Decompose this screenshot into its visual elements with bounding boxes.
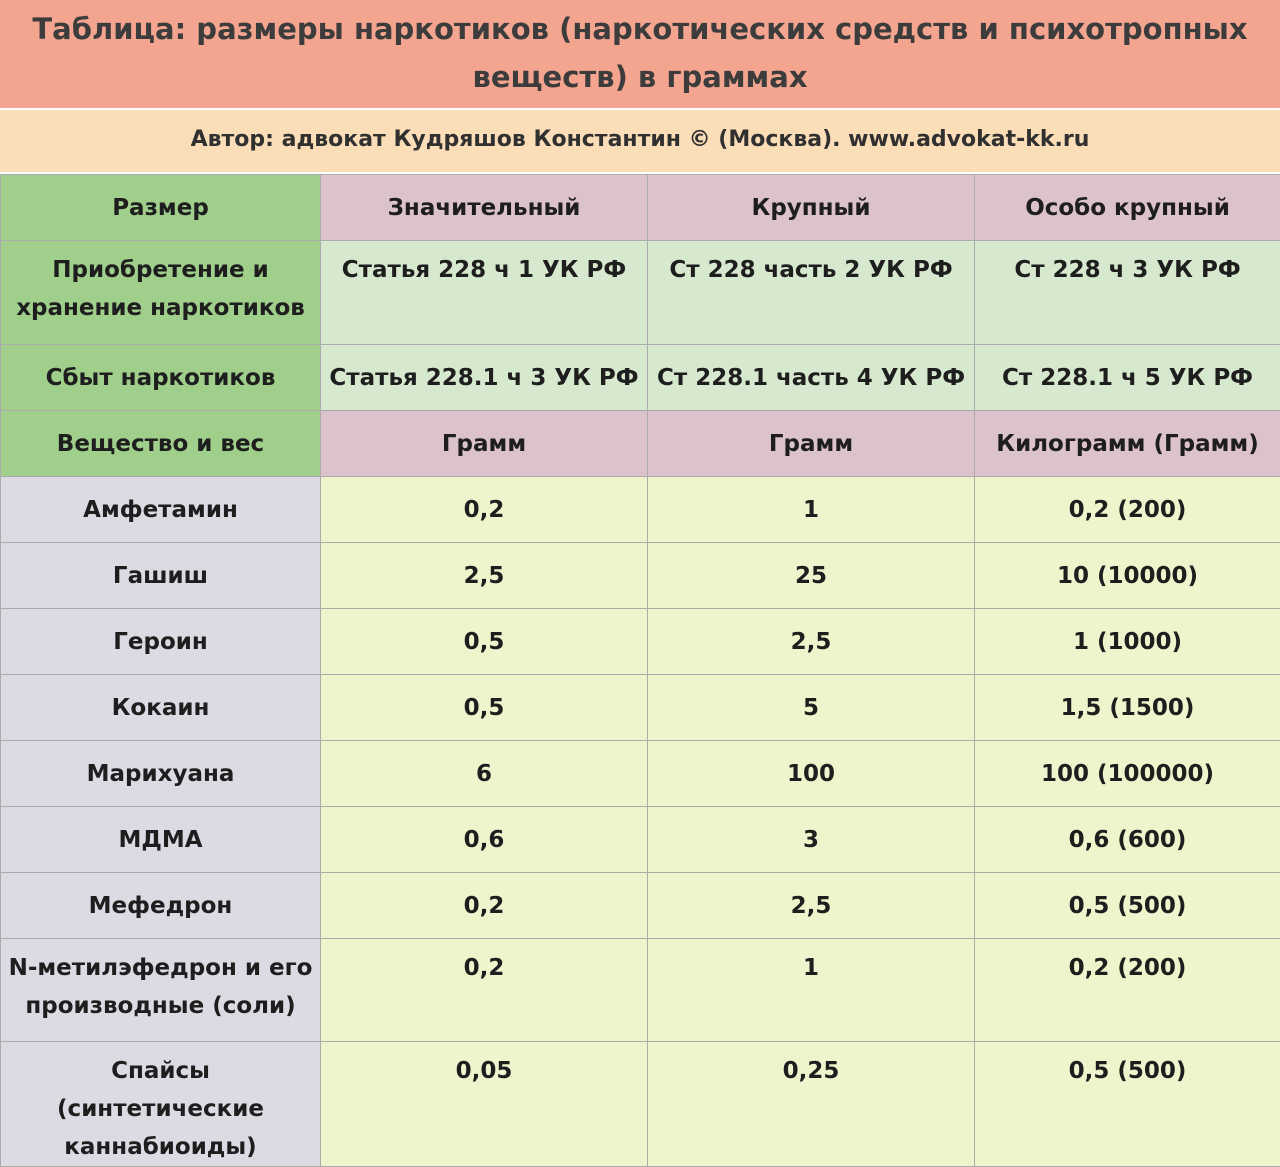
units-label: Вещество и вес <box>1 411 321 477</box>
header-large: Крупный <box>648 175 975 241</box>
substance-name: Героин <box>1 609 321 675</box>
amount-cell: 0,2 <box>321 477 648 543</box>
amount-cell: 0,25 <box>648 1042 975 1167</box>
amount-cell: 2,5 <box>321 543 648 609</box>
amount-cell: 0,6 <box>321 807 648 873</box>
substance-name: N-метилэфедрон и его производные (соли) <box>1 939 321 1042</box>
article-row-possession <box>1 241 1280 345</box>
substance-name: Марихуана <box>1 741 321 807</box>
table-row <box>1 873 1280 939</box>
amount-cell: 100 <box>648 741 975 807</box>
amount-cell: 100 (100000) <box>975 741 1280 807</box>
amount-cell: 10 (10000) <box>975 543 1280 609</box>
amount-cell: 0,2 (200) <box>975 939 1280 1042</box>
amount-cell: 0,5 (500) <box>975 1042 1280 1167</box>
unit-cell: Грамм <box>321 411 648 477</box>
table-row <box>1 477 1280 543</box>
article-cell: Статья 228.1 ч 3 УК РФ <box>321 345 648 411</box>
header-especially-large: Особо крупный <box>975 175 1280 241</box>
article-cell: Статья 228 ч 1 УК РФ <box>321 241 648 345</box>
substance-name: Мефедрон <box>1 873 321 939</box>
amount-cell: 2,5 <box>648 873 975 939</box>
substance-name: Кокаин <box>1 675 321 741</box>
substance-name: Спайсы (синтетические каннабиоиды) <box>1 1042 321 1167</box>
amount-cell: 6 <box>321 741 648 807</box>
amount-cell: 3 <box>648 807 975 873</box>
article-label: Приобретение и хранение наркотиков <box>1 241 321 345</box>
table-row <box>1 807 1280 873</box>
units-row <box>1 411 1280 477</box>
amount-cell: 0,5 <box>321 675 648 741</box>
table-row <box>1 1042 1280 1167</box>
page-title: Таблица: размеры наркотиков (наркотических средств и психотропных веществ) в граммах <box>0 0 1280 110</box>
amount-cell: 0,6 (600) <box>975 807 1280 873</box>
header-significant: Значительный <box>321 175 648 241</box>
unit-cell: Килограмм (Грамм) <box>975 411 1280 477</box>
table-row <box>1 675 1280 741</box>
amount-cell: 0,05 <box>321 1042 648 1167</box>
article-label: Сбыт наркотиков <box>1 345 321 411</box>
article-row-sale <box>1 345 1280 411</box>
amount-cell: 1 (1000) <box>975 609 1280 675</box>
article-cell: Ст 228.1 ч 5 УК РФ <box>975 345 1280 411</box>
amount-cell: 1 <box>648 477 975 543</box>
amount-cell: 0,5 (500) <box>975 873 1280 939</box>
table-row <box>1 609 1280 675</box>
substance-name: Амфетамин <box>1 477 321 543</box>
amount-cell: 0,2 (200) <box>975 477 1280 543</box>
unit-cell: Грамм <box>648 411 975 477</box>
amount-cell: 2,5 <box>648 609 975 675</box>
amount-cell: 5 <box>648 675 975 741</box>
drug-sizes-table <box>0 174 1280 1167</box>
table-row <box>1 741 1280 807</box>
table-row <box>1 543 1280 609</box>
amount-cell: 0,2 <box>321 939 648 1042</box>
author-line: Автор: адвокат Кудряшов Константин © (Москва). www.advokat-kk.ru <box>0 110 1280 174</box>
header-size-label: Размер <box>1 175 321 241</box>
amount-cell: 1,5 (1500) <box>975 675 1280 741</box>
amount-cell: 0,2 <box>321 873 648 939</box>
article-cell: Ст 228 ч 3 УК РФ <box>975 241 1280 345</box>
article-cell: Ст 228.1 часть 4 УК РФ <box>648 345 975 411</box>
table-header-row <box>1 175 1280 241</box>
amount-cell: 0,5 <box>321 609 648 675</box>
article-cell: Ст 228 часть 2 УК РФ <box>648 241 975 345</box>
amount-cell: 1 <box>648 939 975 1042</box>
table-row <box>1 939 1280 1042</box>
substance-name: МДМА <box>1 807 321 873</box>
substance-name: Гашиш <box>1 543 321 609</box>
amount-cell: 25 <box>648 543 975 609</box>
